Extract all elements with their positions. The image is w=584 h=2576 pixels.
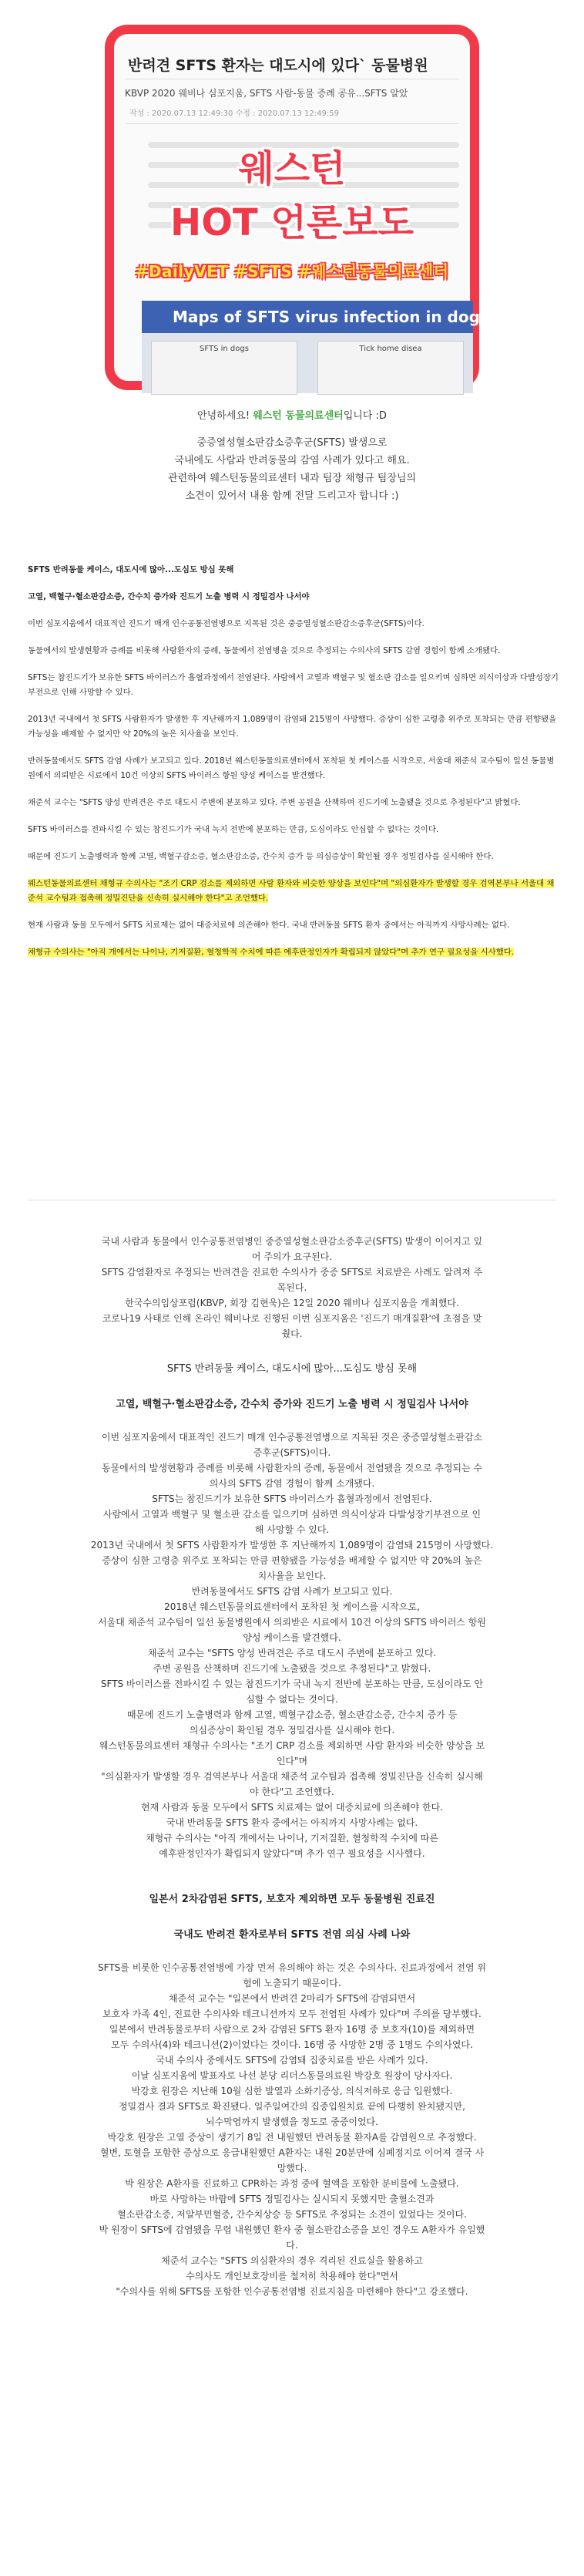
article-paragraph: 이번 심포지움에서 대표적인 진드기 매개 인수공통전염병으로 지목된 것은 중증열성혈소판감소증후군(SFTS)이다. <box>28 619 425 628</box>
article-line: "수의사를 위해 SFTS를 포함한 인수공통전염병 진료지침을 마련해야 한다"고 강조했다. <box>116 2286 468 2297</box>
article-line: 의사의 SFTS 감염 경험이 함께 소개됐다. <box>209 1478 375 1489</box>
intro-greeting <box>0 407 584 505</box>
article-heading: 고열, 백혈구·혈소판감소증, 간수치 증가와 진드기 노출 병력 시 정밀검사 나서야 <box>116 1399 468 1410</box>
figure-panel-right <box>317 341 464 395</box>
hero-hashtags: #DailyVET #SFTS #웨스턴동물의료센터 <box>135 262 449 281</box>
article-line: 박 원장은 A환자를 진료하고 CPR하는 과정 중에 혈액을 포함한 분비물에 노출됐다. <box>125 2178 459 2189</box>
article-paragraph-highlighted <box>28 877 559 906</box>
hero-caption <box>114 142 470 250</box>
article-lines-c <box>20 1960 564 2299</box>
article-paragraph: 채준석 교수는 "SFTS 양성 반려견은 주로 대도시 주변에 분포하고 있다. 주변 공원을 산책하며 진드기에 노출됐을 것으로 추정된다"고 밝혔다. <box>28 798 521 807</box>
article-line: 혈변, 토혈을 포함한 증상으로 응급내원했던 A환자는 내원 20분만에 심폐정지로 이어져 결국 사 <box>99 2147 485 2158</box>
figure-title: Maps of SFTS virus infection in dogs and <box>142 301 473 333</box>
article-line: 치사율을 보인다. <box>257 1571 327 1581</box>
news-figure <box>142 301 527 393</box>
article-line: 다. <box>286 2240 298 2251</box>
article-line: 망했다. <box>277 2163 307 2174</box>
article-line: 채형규 수의사는 "아직 개에서는 나이나, 기저질환, 혈청학적 수치에 따른 <box>146 1833 438 1844</box>
article-line: 2013년 국내에서 첫 SFTS 사람환자가 발생한 후 지난해까지 1,089명이 감염돼 215명이 사망했다. <box>90 1540 494 1551</box>
article-line: 국내 반려동물 SFTS 환자 중에서는 아직까지 사망사례는 없다. <box>166 1817 418 1828</box>
intro-line: 관련하여 웨스턴동물의료센터 내과 팀장 채형규 팀장님의 <box>167 473 417 484</box>
figure-label-right: Tick home disea <box>359 345 422 353</box>
article-line: 이날 심포지움에 발표자로 나선 분당 리더스동물의료원 박강호 원장이 당사자다. <box>131 2070 453 2081</box>
article-line: 채준석 교수는 "SFTS 양성 반려견은 주로 대도시 주변에 분포하고 있다. <box>147 1648 437 1658</box>
article-line: 일본에서 반려동물로부터 사람으로 2차 감염된 SFTS 환자 16명 중 보호자(10)를 제외하면 <box>109 2024 475 2035</box>
article-line: 양성 케이스를 발견했다. <box>243 1632 341 1643</box>
intro-suffix: 입니다 :D <box>343 410 387 422</box>
article-line: 현재 사람과 동물 모두에서 SFTS 치료제는 없어 대증치료에 의존해야 한다. <box>141 1802 443 1813</box>
clinic-name: 웨스턴 동물의료센터 <box>253 410 344 422</box>
article-heading: SFTS 반려동물 케이스, 대도시에 많아...도심도 방심 못해 <box>166 1363 418 1375</box>
article-full <box>20 1234 564 2299</box>
article-line: 증후군(SFTS)이다. <box>253 1447 331 1458</box>
article-line: 박 원장이 SFTS에 감염됐을 무렵 내원했던 환자 중 혈소판감소증을 보인 경우도 A환자가 유일했 <box>99 2224 485 2235</box>
article-line: 웨스턴동물의료센터 채형규 수의사는 "조기 CRP 검소를 제외하면 사람 환자와 비슷한 양상을 보 <box>99 1740 485 1751</box>
article-line: 목된다. <box>277 1282 307 1293</box>
article-line: 심할 수 없다는 것이다. <box>246 1694 338 1705</box>
article-lines-b <box>20 1429 564 1861</box>
article-line: 채준석 교수는 "SFTS 의심환자의 경우 격리된 진료실을 활용하고 <box>161 2255 423 2266</box>
article-line: 뇌수막염까지 발생했을 정도로 중증이었다. <box>206 2116 378 2127</box>
article-paragraph: 2013년 국내에서 첫 SFTS 사람환자가 발생한 후 지난해까지 1,089명이 감염돼 215명이 사망했다. 증상이 심한 고령층 위주로 포착되는 만큼 편향됐을 가능성을 배제할 수 없지만 약 20%의 높은 치사율을 보인다. <box>28 715 557 739</box>
article-line: SFTS를 비롯한 인수공통전염병에 가장 먼저 유의해야 하는 것은 수의사다. 진료과정에서 전염 위 <box>98 1962 486 1973</box>
article-paragraph: 반려동물에서도 SFTS 감염 사례가 보고되고 있다. 2018년 웨스턴동물의료센터에서 포착된 첫 케이스를 시작으로, 서울대 채준석 교수팀이 일선 동물병원에서 의뢰받은 시료에서 10건 이상의 SFTS 바이러스 항원 양성 케이스를 발견했다. <box>28 756 555 780</box>
news-subtitle: KBVP 2020 웨비나 심포지움, SFTS 사람-동물 증례 공유...SFTS 알았 <box>125 88 408 99</box>
intro-prefix: 안녕하세요! <box>197 410 253 422</box>
article-line: SFTS는 참진드기가 보유한 SFTS 바이러스가 흡혈과정에서 전염된다. <box>152 1493 432 1504</box>
article-line: SFTS 바이러스를 전파시킬 수 있는 참진드기가 국내 녹지 전반에 분포하는 만큼, 도심이라도 안 <box>100 1679 484 1689</box>
hero-caption-line1: 웨스턴 <box>238 147 346 190</box>
article-line: 험에 노출되기 때문이다. <box>243 1978 341 1988</box>
article-paragraph: SFTS 바이러스를 전파시킬 수 있는 참진드기가 국내 녹지 전반에 분포하는 만큼, 도심이라도 안심할 수 없다는 것이다. <box>28 825 439 834</box>
intro-line <box>0 407 584 425</box>
article-line: 인다"며 <box>276 1756 308 1766</box>
article-line: 바로 사망하는 바람에 SFTS 정밀검사는 실시되지 못했지만 출혈소견과 <box>149 2194 435 2204</box>
news-rule <box>125 123 459 124</box>
article-line: 췄다. <box>281 1328 303 1339</box>
article-line: 보호자 가족 4인, 진료한 수의사와 테크니션까지 모두 전염된 사례가 있다"며 주의를 당부했다. <box>102 2009 482 2019</box>
news-dates: 작성 : 2020.07.13 12:49:30 수정 : 2020.07.13 12:49:59 <box>129 109 339 118</box>
intro-line: 국내에도 사람과 반려동물의 감염 사례가 있다고 해요. <box>174 455 410 466</box>
article-line: 반려동물에서도 SFTS 감염 사례가 보고되고 있다. <box>191 1586 393 1597</box>
hero-banner-image <box>105 25 527 390</box>
article-line: 2018년 웨스턴동물의료센터에서 포착된 첫 케이스를 시작으로, <box>164 1601 420 1612</box>
article-line: 수의사도 개인보호장비를 철저히 착용해야 한다"면서 <box>186 2271 398 2281</box>
article-paragraph: 동물에서의 발생현황과 증례를 비롯해 사람환자의 증례, 동물에서 전염병을 것으로 추정되는 수의사의 SFTS 감염 경험이 함께 소개됐다. <box>28 646 501 655</box>
article-lines-a <box>20 1234 564 1342</box>
hero-caption-line2: HOT 언론보도 <box>170 201 414 244</box>
highlight: 채형규 수의사는 "아직 개에서는 나이나, 기저질환, 혈청학적 수치에 따른 예후판정인자가 확립되지 않았다"며 추가 연구 필요성을 시사했다. <box>28 948 515 957</box>
article-line: SFTS 감염환자로 추정되는 반려견을 진료한 수의사가 중증 SFTS로 치료받은 사례도 알려져 주 <box>101 1267 483 1278</box>
article-line: 박강호 원장은 고열 증상이 생기기 8일 전 내원했던 반려동물 환자A를 감염원으로 추정했다. <box>107 2132 477 2143</box>
article-line: 사람에서 고열과 백혈구 및 혈소판 감소를 일으키며 심하면 의식이상과 다발성장기부전으로 인 <box>102 1509 482 1520</box>
article-line: 한국수의임상포럼(KBVP, 회장 김현욱)은 12일 2020 웨비나 심포지움을 개최했다. <box>125 1298 459 1308</box>
article-heading: 국내도 반려견 환자로부터 SFTS 전염 의심 사례 나와 <box>173 1929 411 1941</box>
article-line: 박강호 원장은 지난해 10월 심한 발열과 소화기증상, 의식저하로 응급 입원했다. <box>131 2086 453 2096</box>
figure-label-left: SFTS in dogs <box>200 345 249 353</box>
article-line: 어 주의가 요구된다. <box>251 1251 333 1262</box>
intro-line: 중증열성혈소판감소증후군(SFTS) 발생으로 <box>196 437 388 449</box>
article-line: "의심환자가 발생할 경우 검역본부나 서울대 채준석 교수팀과 접촉해 정밀진단을 신속히 실시해 <box>101 1771 483 1782</box>
article-subtitle: 고열, 백혈구·혈소판감소증, 간수치 증가와 진드기 노출 병력 시 정밀검사 나서야 <box>28 592 310 601</box>
article-line: 혈소판감소증, 저알부민혈증, 간수치상승 등 SFTS로 추정되는 소견이 있었다는 것이다. <box>117 2209 467 2220</box>
article-line: 서울대 채준석 교수팀이 일선 동물병원에서 의뢰받은 시료에서 10건 이상의 SFTS 바이러스 항원 <box>98 1617 486 1628</box>
article-line: 야 한다"고 조언했다. <box>250 1786 334 1797</box>
article-line: 의심증상이 확인될 경우 정밀검사를 실시해야 한다. <box>189 1725 395 1736</box>
article-paragraph: 때문에 진드기 노출병력과 함께 고열, 백혈구감소증, 혈소판감소증, 간수치 증가 등 의심증상이 확인될 경우 정밀검사를 실시해야 한다. <box>28 852 494 861</box>
highlight: 웨스턴동물의료센터 채형규 수의사는 "조기 CRP 검소를 제외하면 사람 환자와 비슷한 양상을 보인다"며 "의심환자가 발생할 경우 검역본부나 서울대 채준석 교수팀과 접촉해 정밀진단을 신속히 실시해야 한다"고 조언했다. <box>28 879 555 903</box>
article-paragraph-highlighted <box>28 945 559 960</box>
article-line: 정밀검사 결과 SFTS로 확진됐다. 일주일여간의 집중입원치료 끝에 다행히 완치됐지만, <box>119 2101 465 2112</box>
article-line: 모두 수의사(4)와 테크니션(2)이었다는 것이다. 16명 중 사망한 2명 중 1명도 수의사였다. <box>111 2039 473 2050</box>
article-line: 예후판정인자가 확립되지 않았다"며 추가 연구 필요성을 시사했다. <box>159 1848 425 1859</box>
article-summary <box>28 563 559 972</box>
article-title: SFTS 반려동물 케이스, 대도시에 많아...도심도 방심 못해 <box>28 565 234 574</box>
article-line: 국내 사람과 동물에서 인수공통전염병인 중증열성혈소판감소증후군(SFTS) 발생이 이어지고 있 <box>101 1236 483 1247</box>
article-heading: 일본서 2차감염된 SFTS, 보호자 제외하면 모두 동물병원 진료진 <box>149 1894 435 1905</box>
article-line: 때문에 진드기 노출병력과 함께 고열, 백혈구감소증, 혈소판감소증, 간수치 증가 등 <box>126 1709 458 1720</box>
intro-line: 소견이 있어서 내용 함께 전달 드리고자 합니다 :) <box>185 490 399 502</box>
article-line: 코로나19 사태로 인해 온라인 웨비나로 진행된 이번 심포지움은 '진드기 매개질환'에 초점을 맞 <box>102 1313 482 1324</box>
article-line: 동물에서의 발생현황과 증례를 비롯해 사람환자의 증례, 동물에서 전염됐을 것으로 추정되는 수 <box>101 1463 483 1473</box>
article-line: 국내 수의사 중에서도 SFTS에 감염돼 집중치료를 받은 사례가 있다. <box>156 2055 428 2066</box>
figure-panel-left <box>151 341 297 395</box>
article-line: 채준석 교수는 "일본에서 반려견 2마리가 SFTS에 감염되면서 <box>168 1993 416 2004</box>
news-headline: 반려견 SFTS 환자는 대도시에 있다` 동물병원 <box>128 57 428 74</box>
article-paragraph: SFTS는 참진드기가 보유한 SFTS 바이러스가 흡혈과정에서 전염된다. 사람에서 고열과 백혈구 및 혈소판 감소를 일으키며 심하면 의식이상과 다발성장기부전으로 인해 사망할 수 있다. <box>28 673 559 697</box>
article-line: 해 사망할 수 있다. <box>254 1524 330 1535</box>
article-line: 증상이 심한 고령층 위주로 포착되는 만큼 편향됐을 가능성을 배제할 수 없지만 약 20%의 높은 <box>102 1555 482 1566</box>
article-line: 이번 심포지움에서 대표적인 진드기 매개 인수공통전염병으로 지목된 것은 중증열성혈소판감소 <box>101 1432 483 1443</box>
article-paragraph: 현재 사람과 동물 모두에서 SFTS 치료제는 없어 대증치료에 의존해야 한다. 국내 반려동물 SFTS 환자 중에서는 아직까지 사망사례는 없다. <box>28 921 510 930</box>
article-line: 주변 공원을 산책하며 진드기에 노출됐을 것으로 추정된다"고 밝혔다. <box>153 1663 431 1674</box>
